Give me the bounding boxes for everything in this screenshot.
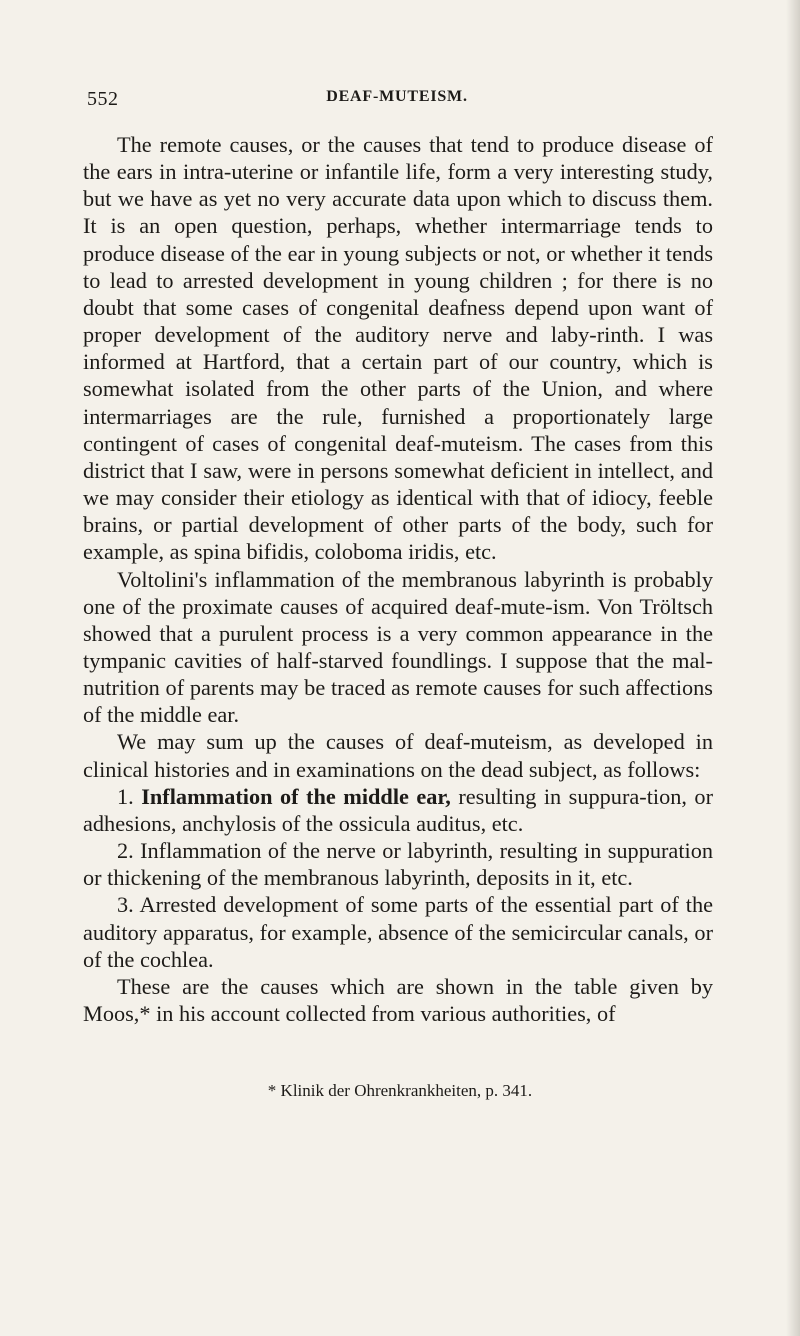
list-item-nerve-labyrinth <box>83 837 713 891</box>
list-item-lead: Inflammation of the nerve or labyrinth, <box>140 838 494 864</box>
list-item-lead: Inflammation of the middle ear, <box>141 783 451 809</box>
list-item-text: resulting in suppuration or thickening of the membranous labyrinth, deposits in it, etc. <box>83 838 714 891</box>
list-item-arrested-development <box>83 891 713 972</box>
paragraph-summary-intro: We may sum up the causes of deaf-muteism, as developed in clinical histories and in examinations on the dead subject, as follows: <box>83 729 713 782</box>
page-edge-shadow <box>786 0 800 1336</box>
running-head <box>87 88 707 116</box>
list-item-number: 2. <box>117 838 134 864</box>
paragraph-proximate-causes: Voltolini's inflammation of the membranous labyrinth is probably one of the proximate causes of acquired deaf-mute-ism. Von Tröltsch showed that a purulent process is a very common appearance in the tympanic cavities of half-starved foundlings. I suppose that the mal-nutrition of parents may be traced as remote causes for such affections of the middle ear. <box>83 566 713 728</box>
running-title: DEAF-MUTEISM. <box>326 88 468 105</box>
list-item-lead: Arrested development <box>139 892 339 918</box>
list-item-middle-ear <box>83 783 713 837</box>
body-text <box>83 131 713 1027</box>
list-item-number: 1. <box>117 783 134 809</box>
page-number: 552 <box>87 88 119 110</box>
list-item-text: of some parts of the essential part of the auditory apparatus, for example, absence of the semicircular canals, or of the cochlea. <box>83 892 713 972</box>
paragraph-closing: These are the causes which are shown in the table given by Moos,* in his account collected from various authorities, of <box>83 973 713 1026</box>
list-item-number: 3. <box>117 892 134 918</box>
footnote: * Klinik der Ohrenkrankheiten, p. 341. <box>267 1081 533 1100</box>
list-item-text: resulting in suppura-tion, or adhesions, anchylosis of the ossicula auditus, etc. <box>83 783 714 836</box>
paragraph-remote-causes: The remote causes, or the causes that tend to produce disease of the ears in intra-uterine or infantile life, form a very interesting study, but we have as yet no very accurate data upon which to discuss them. It is an open question, perhaps, whether intermarriage tends to produce disease of the ear in young subjects or not, or whether it tends to lead to arrested development in young children ; for there is no doubt that some cases of congenital deafness depend upon want of proper development of the auditory nerve and laby-rinth. I was informed at Hartford, that a certain part of our country, which is somewhat isolated from the other parts of the Union, and where intermarriages are the rule, furnished a proportionately large contingent of cases of congenital deaf-muteism. The cases from this district that I saw, were in persons somewhat deficient in intellect, and we may consider their etiology as identical with that of idiocy, feeble brains, or partial development of other parts of the body, such for example, as spina bifidis, coloboma iridis, etc. <box>83 132 713 565</box>
